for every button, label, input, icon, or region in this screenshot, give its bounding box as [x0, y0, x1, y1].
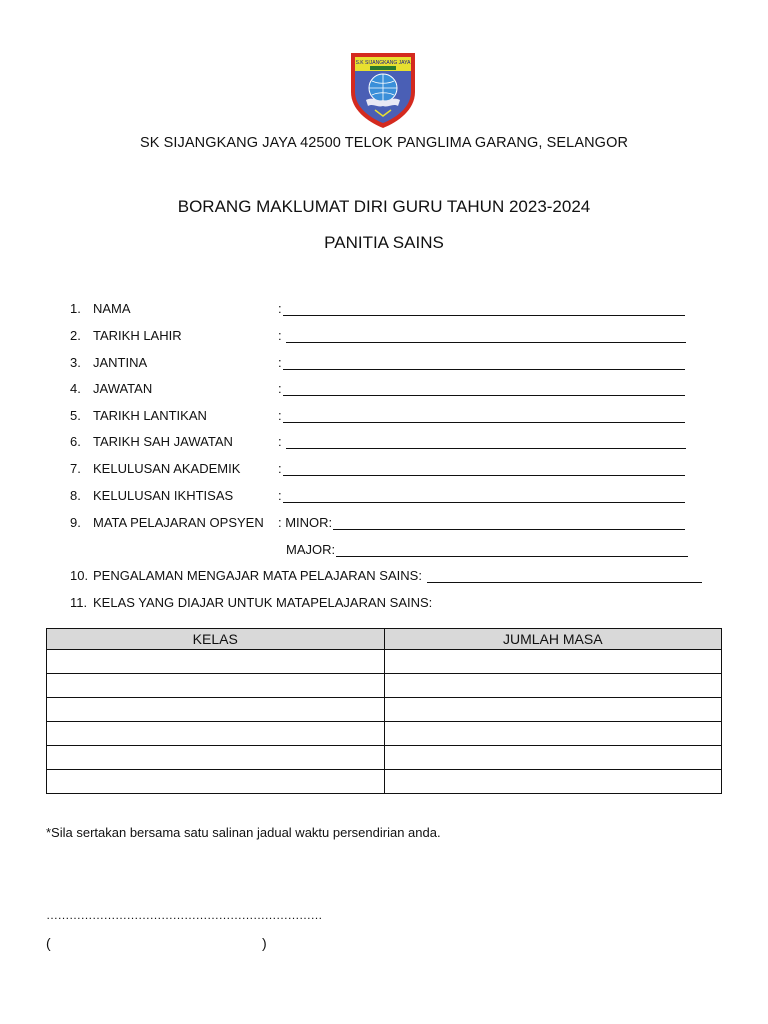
timetable-note: *Sila sertakan bersama satu salinan jadual waktu persendirian anda. [46, 825, 441, 840]
field-label: TARIKH SAH JAWATAN [93, 434, 233, 449]
field-colon: : [278, 408, 282, 423]
field-label: KELULUSAN IKHTISAS [93, 488, 234, 503]
field-label: KELAS YANG DIAJAR UNTUK MATAPELAJARAN SAINS: [93, 595, 433, 610]
field-mata-pelajaran-opsyen [70, 510, 685, 530]
tarikh-lantikan-input-line[interactable] [283, 408, 685, 423]
major-input-line[interactable] [336, 542, 688, 557]
school-address-line: SK SIJANGKANG JAYA 42500 TELOK PANGLIMA GARANG, SELANGOR [139, 135, 629, 151]
field-number: 6. [70, 434, 81, 449]
jawatan-input-line[interactable] [283, 381, 685, 396]
kelulusan-ikhtisas-input-line[interactable] [283, 488, 685, 503]
field-number: 10. [70, 568, 89, 583]
field-number: 2. [70, 328, 81, 343]
name-paren-open: ( [46, 935, 51, 951]
field-label: NAMA [93, 301, 131, 316]
jumlah-masa-cell[interactable] [384, 698, 722, 722]
table-row [47, 722, 722, 746]
table-row [47, 674, 722, 698]
signature-line[interactable]: ……………………………………………………………… [46, 908, 322, 922]
tarikh-lahir-input-line[interactable] [286, 328, 686, 343]
table-row [47, 650, 722, 674]
field-label: JANTINA [93, 355, 148, 370]
field-label: TARIKH LAHIR [93, 328, 182, 343]
form-subtitle: PANITIA SAINS [324, 233, 444, 252]
column-header-kelas: KELAS [47, 629, 385, 650]
field-colon: : [278, 328, 286, 343]
jumlah-masa-cell[interactable] [384, 770, 722, 794]
nama-input-line[interactable] [283, 301, 685, 316]
name-paren-close: ) [262, 935, 267, 951]
jumlah-masa-cell[interactable] [384, 674, 722, 698]
jumlah-masa-cell[interactable] [384, 746, 722, 770]
field-label: PENGALAMAN MENGAJAR MATA PELAJARAN SAINS: [93, 568, 426, 583]
field-colon: : [278, 488, 282, 503]
table-header-row [47, 629, 722, 650]
field-number: 8. [70, 488, 81, 503]
field-jawatan [70, 376, 685, 396]
field-kelas-diajar [70, 590, 432, 610]
kelas-cell[interactable] [47, 674, 385, 698]
field-tarikh-lantikan [70, 403, 685, 423]
field-kelulusan-akademik [70, 456, 685, 476]
kelas-cell[interactable] [47, 722, 385, 746]
logo-banner-text: S.K SIJANGKANG JAYA [355, 60, 411, 66]
jantina-input-line[interactable] [283, 355, 685, 370]
column-header-jumlah-masa: JUMLAH MASA [384, 629, 722, 650]
table-row [47, 698, 722, 722]
table-row [47, 746, 722, 770]
field-pengalaman-mengajar [70, 563, 702, 583]
field-number: 9. [70, 515, 81, 530]
pengalaman-input-line[interactable] [427, 568, 702, 583]
field-number: 5. [70, 408, 81, 423]
field-number: 4. [70, 381, 81, 396]
major-label: MAJOR: [286, 542, 336, 557]
field-label: JAWATAN [93, 381, 153, 396]
jumlah-masa-cell[interactable] [384, 722, 722, 746]
field-colon: : [278, 461, 282, 476]
tarikh-sah-jawatan-input-line[interactable] [286, 434, 686, 449]
form-title: BORANG MAKLUMAT DIRI GURU TAHUN 2023-2024 [177, 197, 591, 216]
table-row [47, 770, 722, 794]
field-nama [70, 296, 685, 316]
field-number: 7. [70, 461, 81, 476]
kelas-table [46, 628, 722, 794]
kelas-cell[interactable] [47, 650, 385, 674]
minor-input-line[interactable] [333, 515, 685, 530]
field-label: MATA PELAJARAN OPSYEN [93, 515, 264, 530]
kelulusan-akademik-input-line[interactable] [283, 461, 685, 476]
jumlah-masa-cell[interactable] [384, 650, 722, 674]
field-jantina [70, 350, 685, 370]
field-colon: : [278, 355, 282, 370]
field-colon: : [278, 301, 282, 316]
field-number: 1. [70, 301, 81, 316]
field-colon: : [278, 381, 282, 396]
kelas-cell[interactable] [47, 746, 385, 770]
kelas-cell[interactable] [47, 698, 385, 722]
kelas-cell[interactable] [47, 770, 385, 794]
field-major [286, 537, 688, 557]
school-crest-logo [348, 50, 418, 130]
field-label: TARIKH LANTIKAN [93, 408, 207, 423]
field-number: 11. [70, 595, 88, 610]
field-colon: : [278, 434, 286, 449]
field-number: 3. [70, 355, 81, 370]
field-tarikh-lahir [70, 323, 686, 343]
field-label: KELULUSAN AKADEMIK [93, 461, 241, 476]
field-tarikh-sah-jawatan [70, 429, 686, 449]
field-colon-minor: : MINOR: [278, 515, 333, 530]
field-kelulusan-ikhtisas [70, 483, 685, 503]
